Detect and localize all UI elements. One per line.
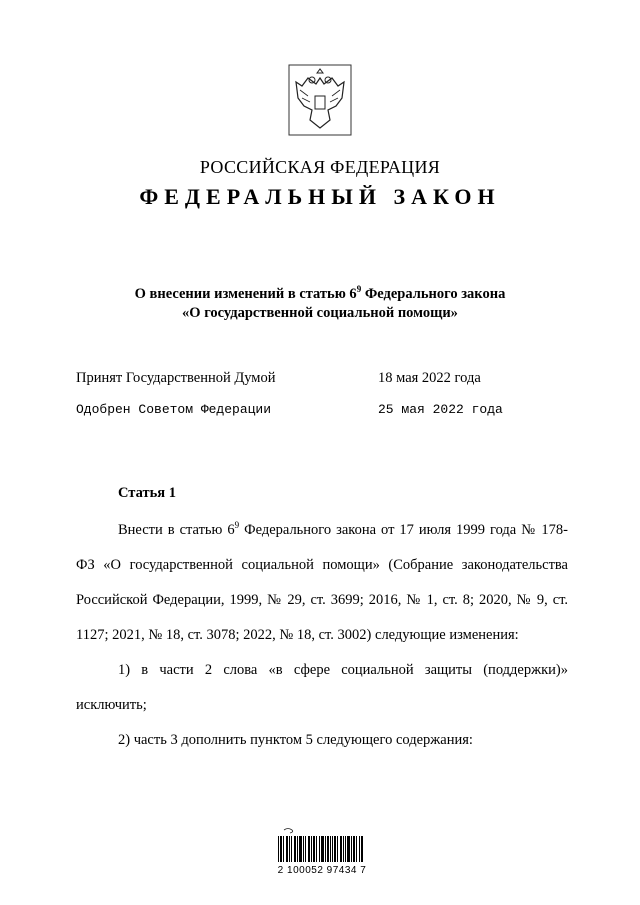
russian-coat-of-arms-icon [288,64,352,136]
adoption-label: Принят Государственной Думой [76,370,276,386]
law-subject-line-2: «О государственной социальной помощи» [182,305,458,321]
approval-label: Одобрен Советом Федерации [76,402,272,417]
article-item-1: 1) в части 2 слова «в сфере социальной защиты (поддержки)» исключить; [76,662,568,713]
country-name: РОССИЙСКАЯ ФЕДЕРАЦИЯ [199,157,441,177]
adoption-date: 18 мая 2022 года [378,370,481,386]
approval-date: 25 мая 2022 года [378,402,503,417]
article-heading: Статья 1 [118,485,176,501]
document-type-title: ФЕДЕРАЛЬНЫЙ ЗАКОН [139,184,501,209]
article-intro-paragraph: Внести в статью $6^9$ Федерального закона от 17 июля 1999 года № 178-ФЗ «О государственной социальной помощи» (Собрание законодательства Российской Федерации, 1999, № 29, ст. 3699; 2016, № 1, ст. 8; 2020, № 9, ст. 1127; 2021, № 18, ст. 3078; 2022, № 18, ст. 3002) следующие изменения: [76,520,568,643]
barcode-number: 2 100052 97434 7 [277,865,367,876]
law-subject [0,285,640,323]
barcode-icon [270,826,370,886]
article-item-2: 2) часть 3 дополнить пунктом 5 следующего содержания: [118,732,473,748]
law-subject-line-1: О внесении изменений в статью $6^9$ Федерального закона [134,284,506,302]
article-body [76,513,568,758]
